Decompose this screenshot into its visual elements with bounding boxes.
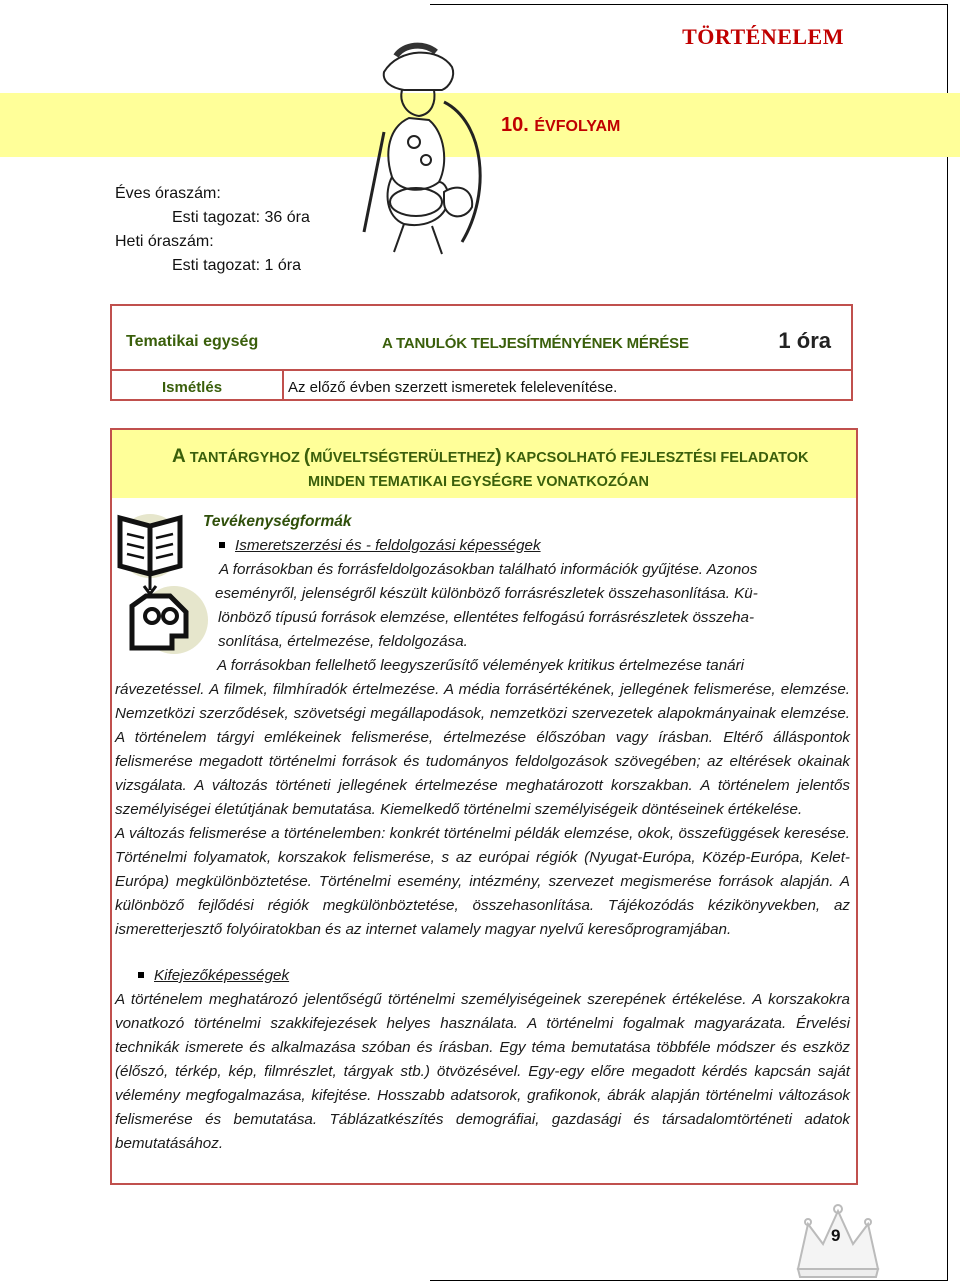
page-number: 9: [831, 1226, 841, 1245]
grade-label: [501, 114, 620, 137]
development-tasks-content: [115, 510, 850, 1156]
development-tasks-subtitle: MINDEN TEMATIKAI EGYSÉGRE VONATKOZÓAN: [308, 474, 650, 490]
skill1-paragraph: rávezetéssel. A filmek, filmhíradók értelmezése. A média forrásértékének, jellegének felismerése, elemzése. Nemzetközi szerződések, szövetségi megállapodások, nemzetközi szervezetek alapokmányainak elemzése. A történelem tárgyi emlékeinek felismerése, értelmezése élőszóban vagy írásban. Eltérő álláspontok felismerése megadott történelmi források és tudományos feldolgozások szövegében; az eltérések okainak vizsgálata. A változás történeti jellegének értelmezése meghatározott korszakban. A történelem jelentős személyiségei életútjának bemutatása. Kiemelkedő történelmi személyiségeik döntéseinek értékelése.: [115, 681, 850, 818]
annual-hours-value: Esti tagozat: 36 óra: [172, 209, 310, 226]
theme-table: [110, 304, 853, 401]
development-tasks-header: [112, 430, 856, 498]
activities-heading: Tevékenységformák: [203, 513, 352, 530]
title-part-e: ): [495, 446, 502, 467]
weekly-hours-value: Esti tagozat: 1 óra: [172, 257, 301, 274]
theme-row: [112, 306, 851, 371]
skill1-title-text: Ismeretszerzési és - feldolgozási képességek: [235, 537, 541, 554]
development-tasks-title: [172, 446, 809, 468]
repeat-row: [112, 371, 851, 401]
square-bullet-icon: [138, 972, 144, 978]
weekly-hours-label: Heti óraszám:: [115, 233, 214, 250]
page-frame-right: [947, 4, 948, 1281]
skill1-line-3: lönböző típusú források elemzése, ellentétes felfogású forrásrészletek összeha-: [218, 609, 755, 626]
hours-block: [115, 182, 310, 278]
skill1-title: [115, 534, 850, 558]
title-part-c: (: [303, 446, 311, 467]
title-part-f: KAPCSOLHATÓ FEJLESZTÉSI FELADATOK: [505, 450, 809, 466]
theme-hours: 1 óra: [778, 328, 831, 353]
skill1-line-2: eseményről, jelenségről készült különböző forrásrészletek összehasonlítása. Kü-: [215, 585, 758, 602]
title-part-d: MŰVELTSÉGTERÜLETHEZ: [310, 450, 496, 466]
theme-label: Tematikai egység: [126, 333, 259, 350]
skill1-line-4: sonlítása, értelmezése, feldolgozása.: [218, 633, 468, 650]
grade-number: 10.: [501, 114, 529, 136]
skill1-paragraph-2: A változás felismerése a történelemben: konkrét történelmi példák elemzése, okok, összefüggések keresése. Történelmi folyamatok, korszakok felismerése, s az európai régiók (Nyugat-Európa, Közép-Európa, Kelet-Európa) megkülönböztetése. Történelmi esemény, intézmény, szervezet megismerése források alapján. A különböző fejlődési régiók megkülönböztetése, összehasonlítása. Tájékozódás kézikönyvekben, az ismeretterjesztő folyóiratokban és az internet valamely magyar nyelvű keresőprogramjában.: [115, 825, 850, 938]
greek-warrior-icon: [344, 42, 494, 257]
skill2-title-text: Kifejezőképességek: [154, 967, 290, 984]
title-part-a: A: [172, 446, 186, 467]
grade-word: ÉVFOLYAM: [534, 118, 621, 135]
square-bullet-icon: [219, 542, 225, 548]
repeat-text: Az előző évben szerzett ismeretek felelevenítése.: [288, 379, 618, 396]
subject-title: TÖRTÉNELEM: [682, 24, 844, 49]
repeat-label: Ismétlés: [162, 379, 223, 396]
theme-name: A TANULÓK TELJESÍTMÉNYÉNEK MÉRÉSE: [382, 335, 689, 352]
skill2-paragraph: A történelem meghatározó jelentőségű történelmi személyiségeinek szerepének értékelése. A korszakokra vonatkozó történelmi szakkifejezések helyes használata. A történelmi fogalmak magyarázata. Érvelési technikák ismerete és alkalmazása szóban és írásban. Egy téma bemutatása többféle módszer és eszköz (élőszó, térkép, kép, filmrészlet, tárgyak stb.) ötvözésével. Egy-egy előre megadott kérdés kapcsán saját vélemény megfogalmazása, kifejtése. Hosszabb adatsorok, grafikonok, ábrák alapján történelmi változások felismerése és bemutatása. Táblázatkészítés demográfiai, gazdasági és társadalomtörténeti adatok bemutatásához.: [115, 991, 850, 1152]
annual-hours-label: Éves óraszám:: [115, 185, 221, 202]
skill1-line-1: A forrásokban és forrásfeldolgozásokban található információk gyűjtése. Azonos: [219, 561, 758, 578]
title-part-b: TANTÁRGYHOZ: [189, 450, 300, 466]
skill2-title: [115, 964, 850, 988]
skill1-line-5: A forrásokban fellelhető leegyszerűsítő vélemények kritikus értelmezése tanári: [217, 657, 745, 674]
page-frame-top: [430, 4, 948, 5]
